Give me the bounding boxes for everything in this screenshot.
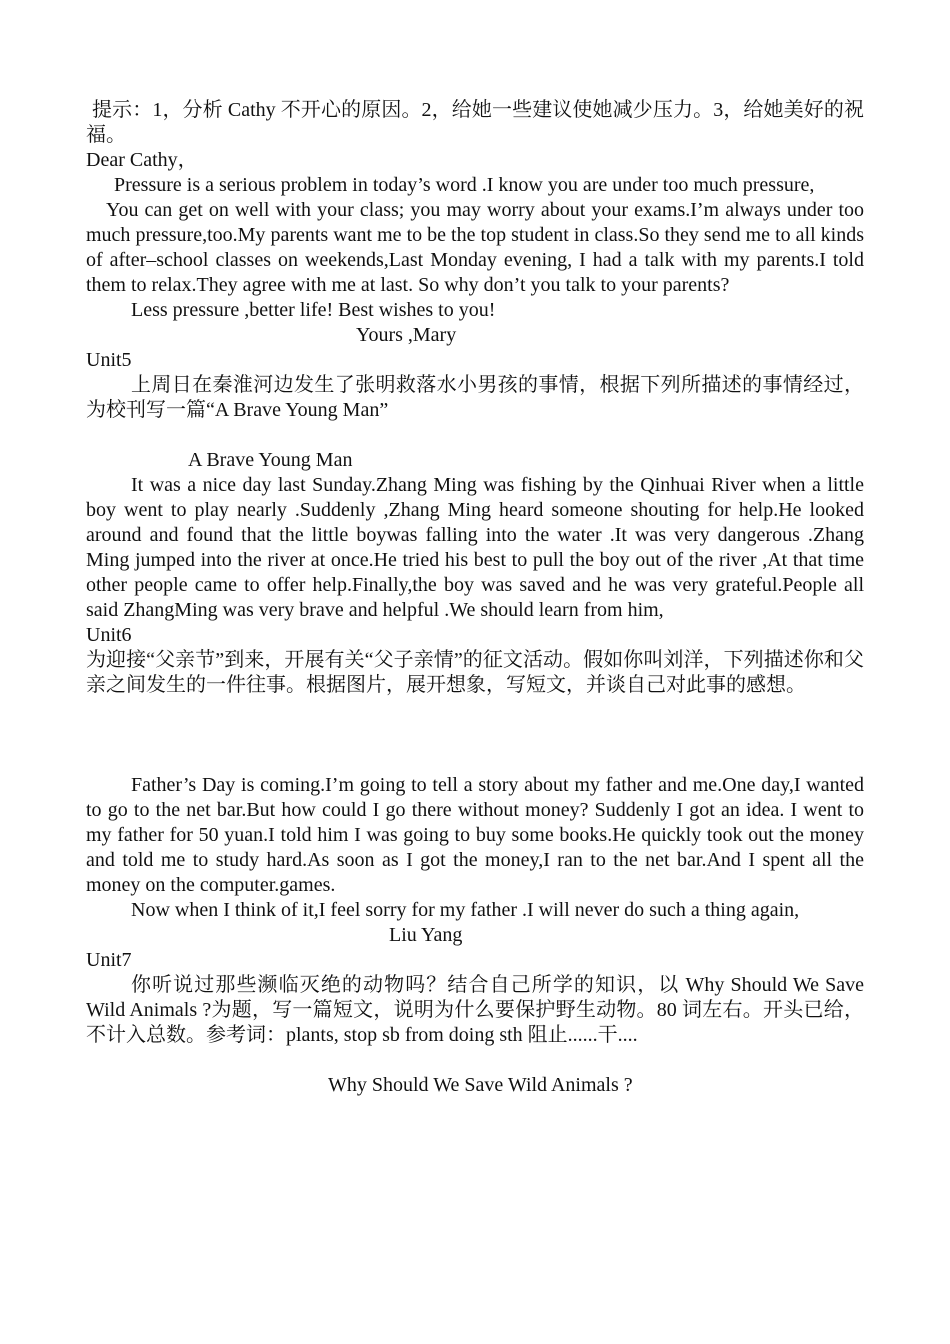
- unit4-paragraph-1: Pressure is a serious problem in today’s word .I know you are under too much pressure,: [114, 174, 815, 196]
- unit4-paragraph-3: Less pressure ,better life! Best wishes to you!: [131, 299, 496, 321]
- unit4-paragraph-2: You can get on well with your class; you may worry about your exams.I’m always under too much pressure,too.My parents want me to be the top student in class.So they send me to all kinds of after–school classes on weekends,Last Monday evening, I had a talk with my parents.I told them to relax.They agree with me at last. So why don’t you talk to your parents?: [86, 199, 864, 296]
- unit6-paragraph-2: Now when I think of it,I feel sorry for my father .I will never do such a thing again,: [131, 899, 800, 921]
- unit4-greeting: Dear Cathy，: [86, 149, 198, 171]
- unit5-essay: It was a nice day last Sunday.Zhang Ming was fishing by the Qinhuai River when a little boy went to play nearly .Suddenly ,Zhang Ming heard someone shouting for help.He looked around and found that the little boywas falling into the water .It was very dangerous .Zhang Ming jumped into the river at once.He tried his best to pull the boy out of the river ,At that time other people came to offer help.Finally,the boy was saved and he was very grateful.People all said ZhangMing was very brave and helpful .We should learn from him,: [86, 474, 864, 621]
- unit5-essay-title: A Brave Young Man: [188, 449, 353, 471]
- unit4-signature: Yours ,Mary: [356, 324, 457, 346]
- unit6-paragraph-1: Father’s Day is coming.I’m going to tell a story about my father and me.One day,I wanted to go to the net bar.But how could I go there without money? Suddenly I got an idea. I went to my father for 50 yuan.I told him I was going to buy some books.He quickly took out the money and told me to study hard.As soon as I got the money,I ran to the net bar.And I spent all the money on the computer.games.: [86, 774, 864, 896]
- unit6-heading: Unit6: [86, 624, 132, 646]
- unit7-prompt: 你听说过那些濒临灭绝的动物吗？结合自己所学的知识，以 Why Should We Save Wild Animals ?为题，写一篇短文，说明为什么要保护野生动物。80 词左右。开头已给，不计入总数。参考词：plants, stop sb from doing sth 阻止......干....: [86, 974, 864, 1046]
- unit6-signature: Liu Yang: [389, 924, 463, 946]
- unit7-heading: Unit7: [86, 949, 132, 971]
- unit7-essay-title: Why Should We Save Wild Animals ?: [328, 1074, 633, 1096]
- unit4-tip: 提示：1，分析 Cathy 不开心的原因。2，给她一些建议使她减少压力。3，给她美好的祝福。: [86, 99, 864, 146]
- unit5-heading: Unit5: [86, 349, 132, 371]
- document-page: [86, 98, 864, 1098]
- unit6-prompt: 为迎接“父亲节”到来，开展有关“父子亲情”的征文活动。假如你叫刘洋，下列描述你和父亲之间发生的一件往事。根据图片，展开想象，写短文，并谈自己对此事的感想。: [86, 649, 864, 696]
- unit5-prompt: 上周日在秦淮河边发生了张明救落水小男孩的事情，根据下列所描述的事情经过，为校刊写一篇“A Brave Young Man”: [86, 374, 864, 421]
